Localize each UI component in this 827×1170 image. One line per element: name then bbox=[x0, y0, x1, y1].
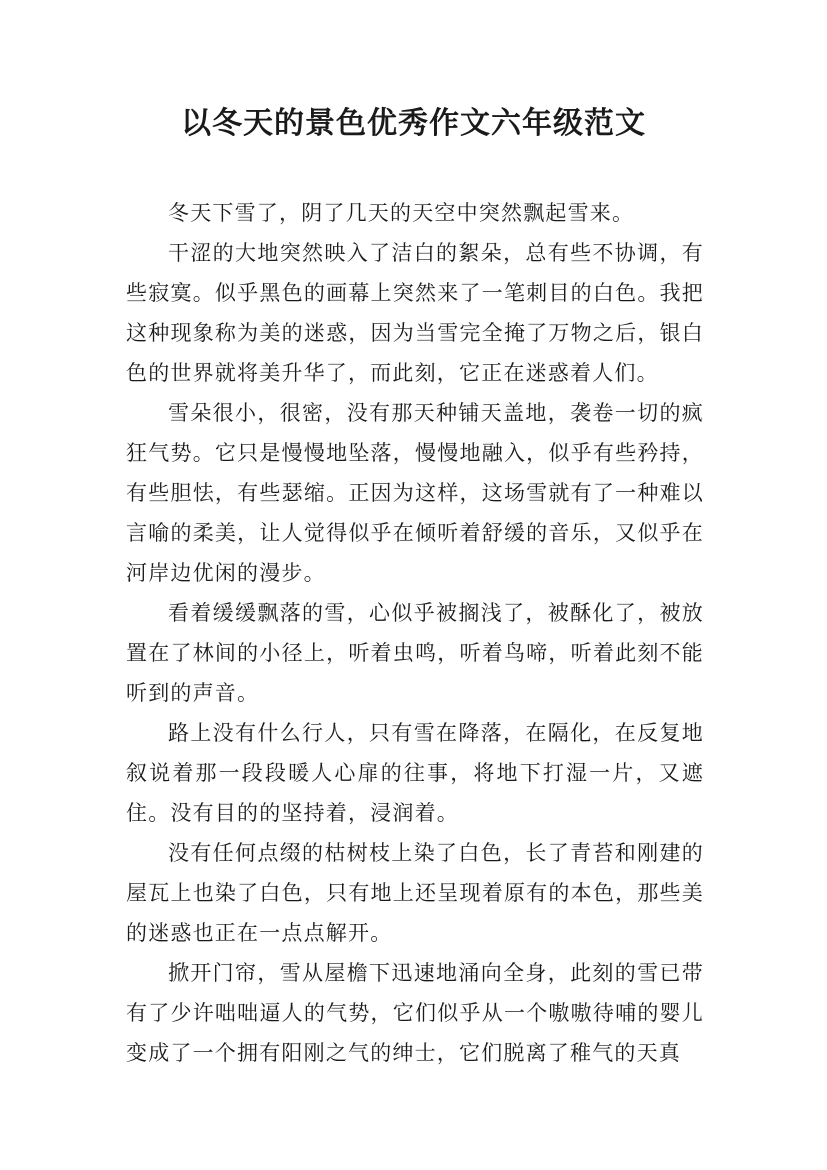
paragraph-7: 掀开门帘，雪从屋檐下迅速地涌向全身，此刻的雪已带有了少许咄咄逼人的气势，它们似乎从一个嗷嗷待哺的婴儿变成了一个拥有阳刚之气的绅士，它们脱离了稚气的天真 bbox=[126, 961, 704, 1065]
paragraph-3: 雪朵很小，很密，没有那天种铺天盖地，袭卷一切的疯狂气势。它只是慢慢地坠落，慢慢地融入，似乎有些矜持，有些胆怯，有些瑟缩。正因为这样，这场雪就有了一种难以言喻的柔美，让人觉得似乎在倾听着舒缓的音乐，又似乎在河岸边优闲的漫步。 bbox=[126, 401, 704, 585]
paragraph-6: 没有任何点缀的枯树枝上染了白色，长了青苔和刚建的屋瓦上也染了白色，只有地上还呈现着原有的本色，那些美的迷惑也正在一点点解开。 bbox=[126, 841, 704, 945]
document-body bbox=[126, 193, 704, 1073]
paragraph-4: 看着缓缓飘落的雪，心似乎被搁浅了，被酥化了，被放置在了林间的小径上，听着虫鸣，听着鸟啼，听着此刻不能听到的声音。 bbox=[126, 601, 704, 705]
document-title: 以冬天的景色优秀作文六年级范文 bbox=[181, 106, 646, 141]
paragraph-5: 路上没有什么行人，只有雪在降落，在隔化，在反复地叙说着那一段段暖人心扉的往事，将地下打湿一片，又遮住。没有目的的坚持着，浸润着。 bbox=[126, 721, 704, 825]
paragraph-2: 干涩的大地突然映入了洁白的絮朵，总有些不协调，有些寂寞。似乎黑色的画幕上突然来了一笔刺目的白色。我把这种现象称为美的迷惑，因为当雪完全掩了万物之后，银白色的世界就将美升华了，而此刻，它正在迷惑着人们。 bbox=[126, 241, 704, 385]
paragraph-1: 冬天下雪了，阴了几天的天空中突然飘起雪来。 bbox=[168, 201, 635, 225]
